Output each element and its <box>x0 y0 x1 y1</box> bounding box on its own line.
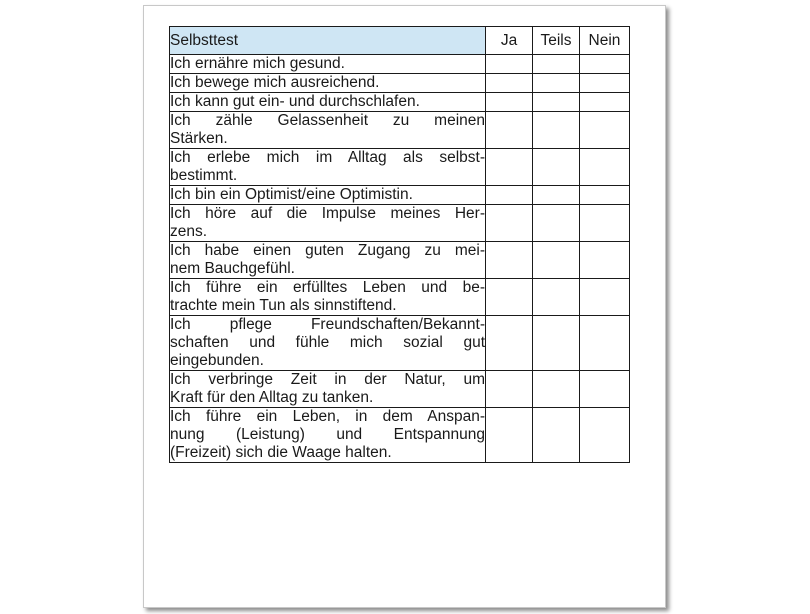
statement-cell <box>170 186 486 205</box>
table-row <box>170 55 630 74</box>
answer-cell-ja[interactable] <box>486 316 533 371</box>
answer-cell-teils[interactable] <box>533 316 580 371</box>
selftest-table <box>169 26 630 463</box>
answer-cell-nein[interactable] <box>580 279 630 316</box>
statement-cell <box>170 55 486 74</box>
answer-cell-teils[interactable] <box>533 93 580 112</box>
answer-cell-nein[interactable] <box>580 112 630 149</box>
answer-cell-ja[interactable] <box>486 371 533 408</box>
statement-text-line: Ich zähle Gelassenheit zu meinen <box>170 112 485 129</box>
statement-cell <box>170 371 486 408</box>
header-row <box>170 27 630 55</box>
statement-cell <box>170 205 486 242</box>
column-header-teils: Teils <box>533 27 580 55</box>
answer-cell-ja[interactable] <box>486 205 533 242</box>
statement-cell <box>170 93 486 112</box>
statement-cell <box>170 112 486 149</box>
statement-text-line: nung (Leistung) und Entspannung <box>170 426 485 443</box>
answer-cell-nein[interactable] <box>580 205 630 242</box>
table-row <box>170 112 630 149</box>
statement-text-line: bestimmt. <box>170 167 238 184</box>
answer-cell-ja[interactable] <box>486 93 533 112</box>
statement-cell <box>170 316 486 371</box>
table-row <box>170 93 630 112</box>
table-title: Selbsttest <box>170 27 486 55</box>
statement-text-line: Stärken. <box>170 130 228 147</box>
statement-text-line: zens. <box>170 223 208 240</box>
answer-cell-nein[interactable] <box>580 55 630 74</box>
statement-text-line: trachte mein Tun als sinnstiftend. <box>170 297 397 314</box>
answer-cell-teils[interactable] <box>533 242 580 279</box>
table-row <box>170 371 630 408</box>
answer-cell-ja[interactable] <box>486 55 533 74</box>
answer-cell-ja[interactable] <box>486 149 533 186</box>
answer-cell-teils[interactable] <box>533 149 580 186</box>
answer-cell-teils[interactable] <box>533 279 580 316</box>
statement-cell <box>170 279 486 316</box>
statement-text-line: Ich habe einen guten Zugang zu mei- <box>170 242 485 259</box>
statement-text-line: Ich verbringe Zeit in der Natur, um <box>170 371 485 388</box>
answer-cell-teils[interactable] <box>533 55 580 74</box>
answer-cell-nein[interactable] <box>580 186 630 205</box>
answer-cell-teils[interactable] <box>533 408 580 463</box>
statement-text-line: Ich bin ein Optimist/eine Optimistin. <box>170 186 413 203</box>
answer-cell-nein[interactable] <box>580 93 630 112</box>
answer-cell-nein[interactable] <box>580 149 630 186</box>
table-row <box>170 186 630 205</box>
column-header-nein: Nein <box>580 27 630 55</box>
statement-cell <box>170 74 486 93</box>
statement-text-line: Ich bewege mich ausreichend. <box>170 74 380 91</box>
column-header-ja: Ja <box>486 27 533 55</box>
statement-text-line: (Freizeit) sich die Waage halten. <box>170 444 392 461</box>
answer-cell-ja[interactable] <box>486 408 533 463</box>
answer-cell-ja[interactable] <box>486 112 533 149</box>
answer-cell-teils[interactable] <box>533 74 580 93</box>
answer-cell-ja[interactable] <box>486 74 533 93</box>
answer-cell-ja[interactable] <box>486 279 533 316</box>
table-row <box>170 316 630 371</box>
answer-cell-nein[interactable] <box>580 316 630 371</box>
answer-cell-nein[interactable] <box>580 408 630 463</box>
answer-cell-teils[interactable] <box>533 205 580 242</box>
table-row <box>170 242 630 279</box>
statement-text-line: schaften und fühle mich sozial gut <box>170 334 485 351</box>
answer-cell-teils[interactable] <box>533 186 580 205</box>
selftest-card <box>143 5 666 608</box>
statement-cell <box>170 242 486 279</box>
answer-cell-ja[interactable] <box>486 242 533 279</box>
statement-text-line: Ich führe ein erfülltes Leben und be- <box>170 279 485 296</box>
statement-text-line: Kraft für den Alltag zu tanken. <box>170 389 374 406</box>
table-row <box>170 149 630 186</box>
answer-cell-teils[interactable] <box>533 112 580 149</box>
table-row <box>170 279 630 316</box>
table-row <box>170 408 630 463</box>
answer-cell-nein[interactable] <box>580 74 630 93</box>
statement-rows <box>170 55 630 463</box>
table-row <box>170 205 630 242</box>
statement-text-line: Ich pflege Freundschaften/Bekannt- <box>170 316 485 333</box>
answer-cell-nein[interactable] <box>580 242 630 279</box>
answer-cell-ja[interactable] <box>486 186 533 205</box>
statement-text-line: Ich erlebe mich im Alltag als selbst- <box>170 149 485 166</box>
statement-text-line: Ich ernähre mich gesund. <box>170 55 345 72</box>
statement-text-line: Ich höre auf die Impulse meines Her- <box>170 205 485 222</box>
answer-cell-nein[interactable] <box>580 371 630 408</box>
statement-cell <box>170 408 486 463</box>
statement-text-line: Ich führe ein Leben, in dem Anspan- <box>170 408 485 425</box>
table-row <box>170 74 630 93</box>
statement-text-line: nem Bauchgefühl. <box>170 260 295 277</box>
statement-cell <box>170 149 486 186</box>
answer-cell-teils[interactable] <box>533 371 580 408</box>
statement-text-line: eingebunden. <box>170 352 264 369</box>
statement-text-line: Ich kann gut ein- und durchschlafen. <box>170 93 420 110</box>
